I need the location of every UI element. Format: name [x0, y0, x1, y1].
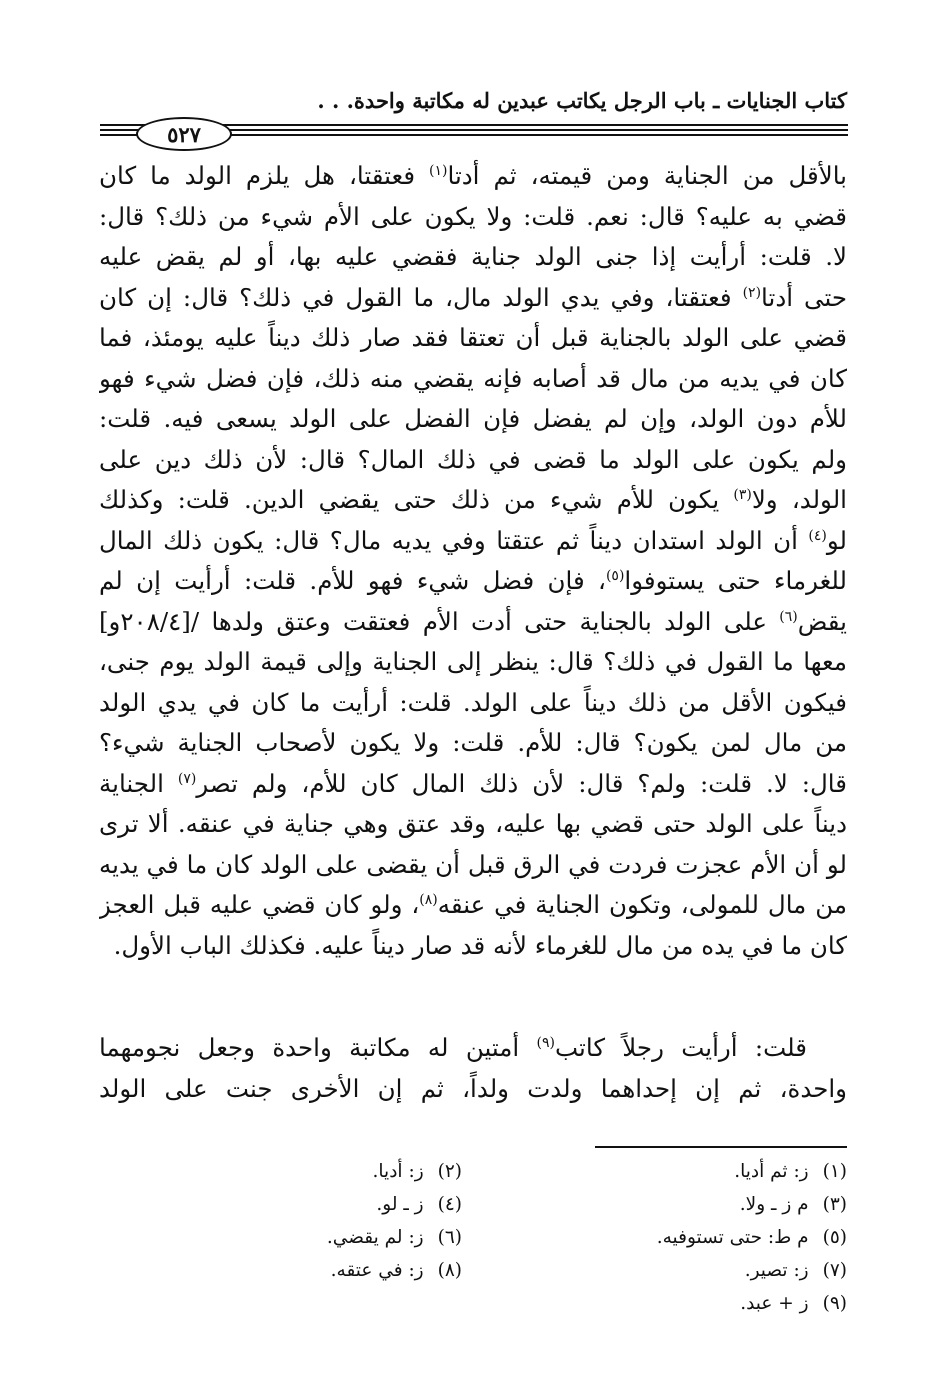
line-text: قضي على الولد بالجناية قبل أن تعتقا فقد صار ذلك ديناً عليه يومئذ، فما — [99, 323, 847, 352]
line-text: معها ما القول في ذلك؟ قال: ينظر إلى الجناية وإلى قيمة الولد يوم جنى، — [99, 647, 847, 676]
line-text: أن الولد استدان ديناً ثم عتقتا وفي يديه مال؟ قال: يكون ذلك المال — [99, 525, 809, 555]
text-line — [99, 480, 847, 521]
line-text: الولد، ولا — [751, 485, 847, 514]
text-line — [99, 1069, 847, 1110]
text-line — [99, 804, 847, 845]
footnote-marker: (٨) — [419, 891, 438, 908]
footnote-marker: (٩) — [536, 1034, 555, 1051]
footnote: (٢)ز: أديا. — [372, 1161, 462, 1182]
footnote-marker: (٧) — [177, 770, 197, 787]
footnote-marker: (٣) — [733, 486, 752, 503]
header-rule — [100, 116, 848, 150]
text-line — [99, 683, 847, 724]
footnote: (٩)ز + عبد. — [740, 1293, 847, 1314]
line-text: لا. قلت: أرأيت إذا جنى الولد جناية فقضي عليه بها، أو لم يقض عليه — [99, 242, 847, 271]
line-text: قال: لا. قلت: ولم؟ قال: لأن ذلك المال كان للأم، ولم تصر — [196, 768, 847, 798]
footnote: (٥)م ط: حتى تستوفيه. — [656, 1227, 847, 1248]
line-text: كان في يديه من مال قد أصابه فإنه يقضي منه ذلك، فإن فضل شيء فهو — [99, 363, 847, 393]
text-line — [99, 521, 847, 562]
footnote-marker: (٢) — [742, 284, 762, 301]
text-line — [99, 399, 847, 440]
footnote: (٤)ز ـ لو. — [376, 1194, 462, 1215]
text-line — [99, 237, 847, 278]
line-text: كان ما في يده من مال للغرماء لأنه قد صار ديناً عليه. فكذلك الباب الأول. — [113, 930, 847, 960]
text-line — [99, 440, 847, 481]
footnote: (٣)م ز ـ ولا. — [739, 1194, 847, 1215]
footnote: (٧)ز: تصير. — [744, 1260, 847, 1281]
text-line — [99, 561, 847, 602]
line-text: ، فإن فضل شيء فهو للأم. قلت: أرأيت إن لم — [99, 566, 606, 595]
footnote-marker: (٤) — [808, 527, 827, 544]
text-line — [99, 197, 847, 238]
line-text: الجناية — [99, 768, 178, 798]
line-text: قلت: أرأيت رجلاً كاتب — [554, 1033, 807, 1062]
text-line — [99, 318, 847, 359]
page-number: ٥٢٧ — [136, 117, 232, 151]
line-text: للأم دون الولد، وإن لم يفضل فإن الفضل على الولد يسعى فيه. قلت: — [99, 404, 847, 433]
line-text: ولم يكون على الولد ما قضى في ذلك المال؟ قال: لأن ذلك دين على — [99, 444, 847, 474]
footnote: (٨)ز: في عتقه. — [330, 1260, 462, 1281]
line-text: فعتقتا، هل يلزم الولد ما كان — [99, 161, 430, 190]
footnote: (١)ز: ثم أديا. — [734, 1161, 847, 1182]
line-text: لو — [826, 525, 847, 555]
running-title: كتاب الجنايات ـ باب الرجل يكاتب عبدين له مكاتبة واحدة. . . — [317, 88, 847, 113]
text-line — [99, 359, 847, 400]
line-text: يكون للأم شيء من ذلك حتى يقضي الدين. قلت: وكذلك — [99, 485, 734, 514]
line-text: ديناً على الولد حتى قضي بها عليه، وقد عتق وهي جناية في عنقه. ألا ترى — [99, 809, 847, 838]
line-text: بالأقل من الجناية ومن قيمته، ثم أدتا — [447, 161, 847, 190]
text-line — [99, 1028, 847, 1069]
line-text: واحدة، ثم إن إحداهما ولدت ولداً، ثم إن الأخرى جنت على الولد — [99, 1073, 847, 1103]
line-text: فيكون الأقل من ذلك ديناً على الولد. قلت: أرأيت ما كان في يدي الولد — [99, 687, 847, 717]
line-text: للغرماء حتى يستوفوا — [624, 566, 847, 595]
line-text: قضي به عليه؟ قال: نعم. قلت: ولا يكون على الأم شيء من ذلك؟ قال: — [99, 201, 847, 231]
footnote-marker: (٥) — [605, 567, 625, 584]
footnote-marker: (١) — [429, 162, 448, 179]
footnote-marker: (٦) — [779, 608, 798, 625]
text-line — [99, 156, 847, 197]
second-paragraph — [99, 1028, 847, 1109]
line-text: أمتين له مكاتبة واحدة وجعل نجومهما — [99, 1033, 537, 1062]
line-text: من مال للمولى، وتكون الجناية في عنقه — [437, 890, 847, 919]
text-line — [99, 926, 847, 967]
line-text: على الولد بالجناية حتى أدت الأم فعتقت وعتق ولدها /[٢٠٨/٤و] — [99, 606, 780, 636]
text-line — [99, 723, 847, 764]
line-text: ، ولو كان قضي عليه قبل العجز — [99, 890, 420, 919]
main-paragraph — [99, 156, 847, 966]
line-text: لو أن الأم عجزت فردت في الرق قبل أن يقضى على الولد كان ما في يديه — [99, 849, 847, 879]
text-line — [99, 845, 847, 886]
text-line — [99, 278, 847, 319]
line-text: حتى أدتا — [761, 282, 847, 312]
footnotes — [99, 1156, 847, 1326]
footnote: (٦)ز: لم يقضي. — [326, 1227, 462, 1248]
text-line — [99, 885, 847, 926]
text-line — [99, 764, 847, 805]
line-text: فعتقتا، وفي يدي الولد مال، ما القول في ذلك؟ قال: إن كان — [99, 282, 743, 312]
footnote-separator — [595, 1146, 847, 1148]
line-text: من مال لمن يكون؟ قال: للأم. قلت: ولا يكون لأصحاب الجناية شيء؟ — [99, 728, 847, 757]
text-line — [99, 602, 847, 643]
line-text: يقض — [797, 606, 847, 636]
text-line — [99, 642, 847, 683]
